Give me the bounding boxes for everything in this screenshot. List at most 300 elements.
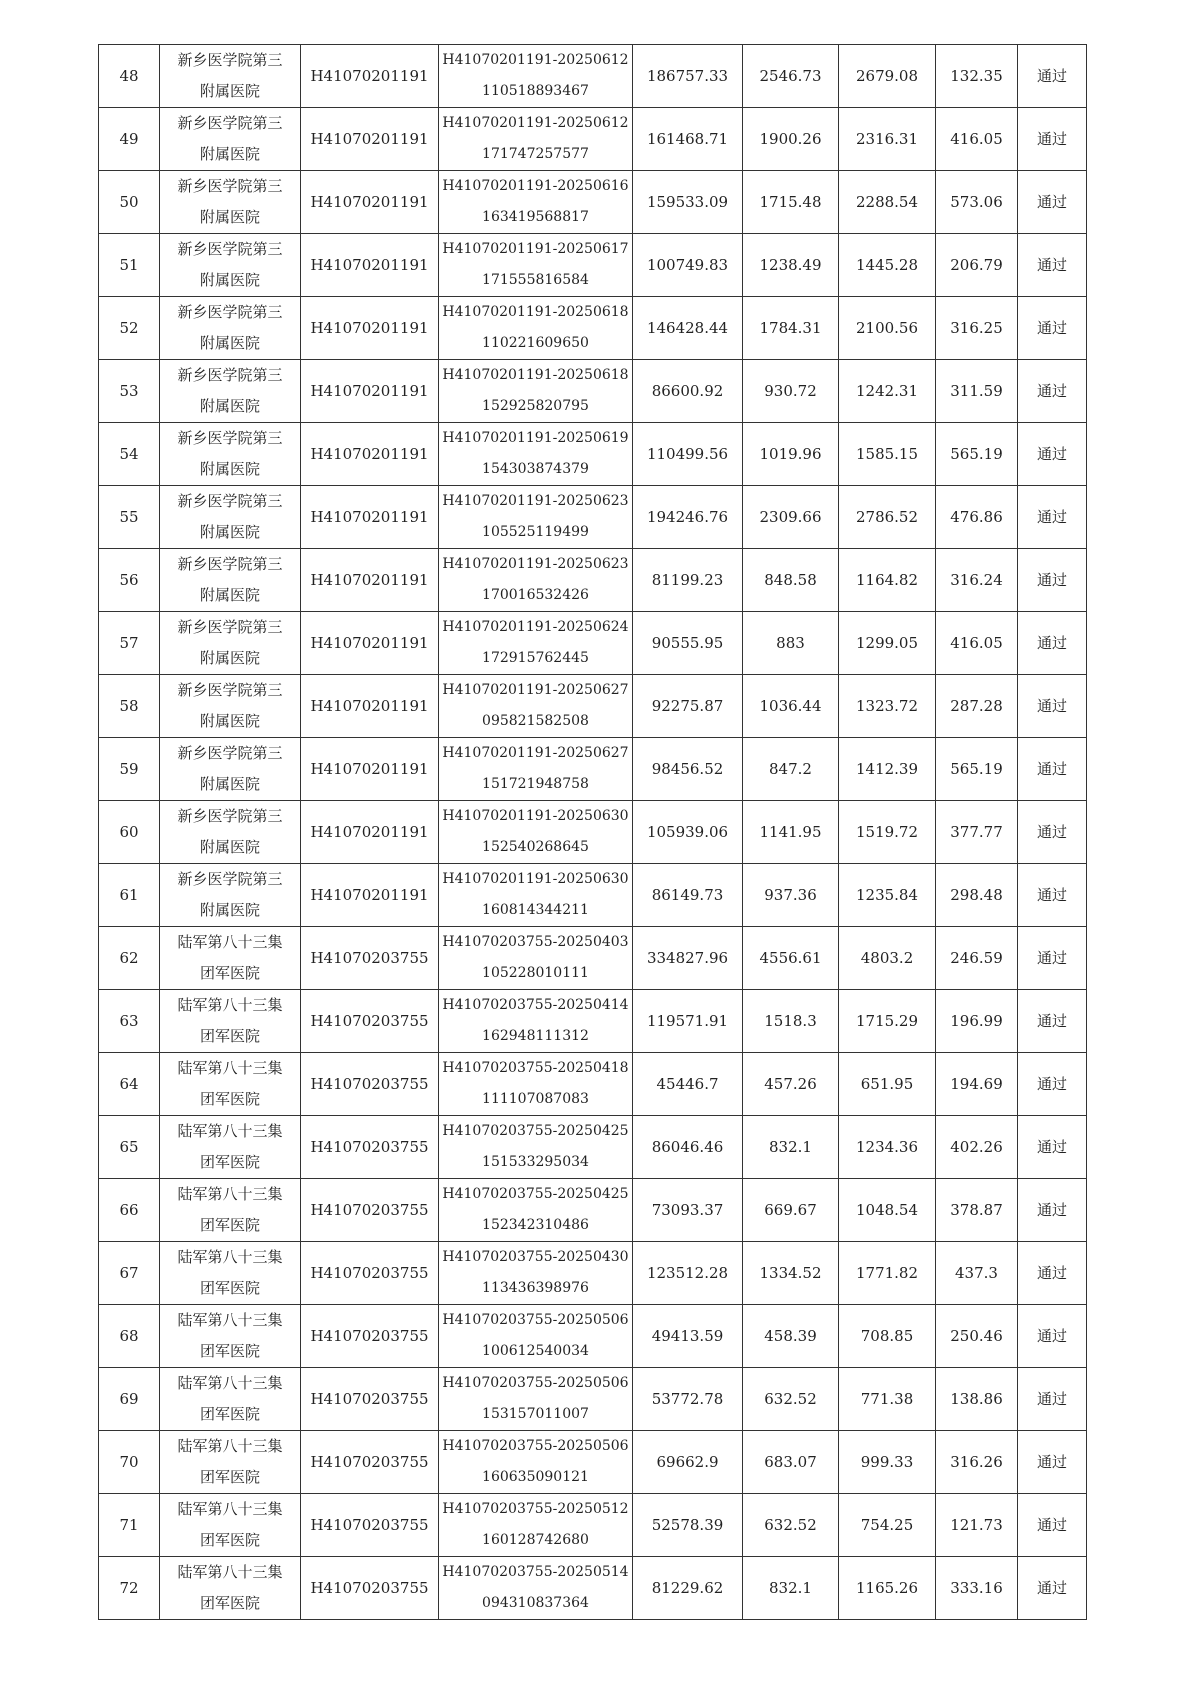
total-amount-cell: 186757.33 [633, 45, 743, 108]
record-id-cell-line: H41070201191-20250630 [442, 808, 629, 824]
amount-a-cell: 457.26 [743, 1053, 839, 1116]
row-number-cell: 70 [99, 1431, 160, 1494]
amount-a-cell: 2546.73 [743, 45, 839, 108]
institution-name-cell [160, 108, 301, 171]
institution-name-cell-line: 团军医院 [199, 1153, 260, 1171]
record-id-cell [439, 234, 633, 297]
institution-code-cell: H41070203755 [301, 1305, 439, 1368]
record-id-cell-line: 172915762445 [482, 650, 589, 666]
result-cell: 通过 [1018, 738, 1087, 801]
institution-name-cell-line: 陆军第八十三集 [177, 1500, 283, 1518]
amount-a-cell: 1036.44 [743, 675, 839, 738]
row-number-cell: 72 [99, 1557, 160, 1620]
difference-cell: 298.48 [936, 864, 1018, 927]
result-cell: 通过 [1018, 171, 1087, 234]
total-amount-cell: 161468.71 [633, 108, 743, 171]
record-id-cell [439, 1557, 633, 1620]
record-id-cell [439, 1116, 633, 1179]
institution-name-cell-line: 陆军第八十三集 [177, 1059, 283, 1077]
institution-name-cell-line: 新乡医学院第三 [177, 807, 283, 825]
amount-b-cell: 1235.84 [839, 864, 936, 927]
total-amount-cell: 86149.73 [633, 864, 743, 927]
record-id-cell-line: 151533295034 [482, 1154, 589, 1170]
institution-name-cell [160, 1053, 301, 1116]
amount-a-cell: 832.1 [743, 1557, 839, 1620]
result-cell: 通过 [1018, 549, 1087, 612]
row-number-cell: 48 [99, 45, 160, 108]
result-cell: 通过 [1018, 1494, 1087, 1557]
total-amount-cell: 73093.37 [633, 1179, 743, 1242]
total-amount-cell: 49413.59 [633, 1305, 743, 1368]
total-amount-cell: 69662.9 [633, 1431, 743, 1494]
amount-a-cell: 1784.31 [743, 297, 839, 360]
result-cell: 通过 [1018, 864, 1087, 927]
result-cell: 通过 [1018, 1242, 1087, 1305]
institution-name-cell-line: 附属医院 [199, 649, 260, 667]
table-row [99, 675, 1087, 738]
table-row [99, 1368, 1087, 1431]
amount-a-cell: 1900.26 [743, 108, 839, 171]
row-number-cell: 61 [99, 864, 160, 927]
row-number-cell: 69 [99, 1368, 160, 1431]
table-row [99, 360, 1087, 423]
row-number-cell: 56 [99, 549, 160, 612]
table-body [99, 45, 1087, 1620]
amount-a-cell: 1141.95 [743, 801, 839, 864]
total-amount-cell: 194246.76 [633, 486, 743, 549]
amount-b-cell: 771.38 [839, 1368, 936, 1431]
amount-a-cell: 937.36 [743, 864, 839, 927]
institution-name-cell [160, 1557, 301, 1620]
row-number-cell: 54 [99, 423, 160, 486]
table-row [99, 612, 1087, 675]
institution-name-cell-line: 陆军第八十三集 [177, 1374, 283, 1392]
result-cell: 通过 [1018, 927, 1087, 990]
institution-name-cell-line: 团军医院 [199, 1090, 260, 1108]
institution-name-cell-line: 陆军第八十三集 [177, 1248, 283, 1266]
table-row [99, 738, 1087, 801]
difference-cell: 206.79 [936, 234, 1018, 297]
institution-name-cell-line: 新乡医学院第三 [177, 303, 283, 321]
amount-a-cell: 1238.49 [743, 234, 839, 297]
total-amount-cell: 86046.46 [633, 1116, 743, 1179]
difference-cell: 316.26 [936, 1431, 1018, 1494]
record-id-cell [439, 801, 633, 864]
record-id-cell [439, 675, 633, 738]
difference-cell: 573.06 [936, 171, 1018, 234]
amount-b-cell: 2786.52 [839, 486, 936, 549]
institution-name-cell-line: 陆军第八十三集 [177, 1437, 283, 1455]
row-number-cell: 53 [99, 360, 160, 423]
record-id-cell-line: 162948111312 [482, 1028, 589, 1044]
row-number-cell: 68 [99, 1305, 160, 1368]
result-cell: 通过 [1018, 1179, 1087, 1242]
institution-name-cell [160, 990, 301, 1053]
total-amount-cell: 98456.52 [633, 738, 743, 801]
amount-b-cell: 1164.82 [839, 549, 936, 612]
institution-name-cell [160, 360, 301, 423]
table-row [99, 297, 1087, 360]
amount-b-cell: 1234.36 [839, 1116, 936, 1179]
difference-cell: 476.86 [936, 486, 1018, 549]
record-id-cell [439, 45, 633, 108]
record-id-cell-line: H41070203755-20250430 [442, 1249, 629, 1265]
row-number-cell: 66 [99, 1179, 160, 1242]
total-amount-cell: 92275.87 [633, 675, 743, 738]
total-amount-cell: 123512.28 [633, 1242, 743, 1305]
institution-name-cell-line: 附属医院 [199, 460, 260, 478]
institution-name-cell [160, 171, 301, 234]
difference-cell: 138.86 [936, 1368, 1018, 1431]
result-cell: 通过 [1018, 1116, 1087, 1179]
institution-code-cell: H41070201191 [301, 360, 439, 423]
record-id-cell [439, 1053, 633, 1116]
institution-name-cell-line: 附属医院 [199, 901, 260, 919]
result-cell: 通过 [1018, 1557, 1087, 1620]
record-id-cell-line: 111107087083 [482, 1091, 589, 1107]
difference-cell: 378.87 [936, 1179, 1018, 1242]
result-cell: 通过 [1018, 486, 1087, 549]
amount-b-cell: 1048.54 [839, 1179, 936, 1242]
record-id-cell-line: H41070201191-20250627 [442, 745, 629, 761]
record-id-cell-line: H41070203755-20250506 [442, 1438, 629, 1454]
record-id-cell [439, 927, 633, 990]
total-amount-cell: 81199.23 [633, 549, 743, 612]
amount-a-cell: 883 [743, 612, 839, 675]
institution-name-cell [160, 1431, 301, 1494]
record-id-cell-line: H41070201191-20250623 [442, 556, 629, 572]
institution-code-cell: H41070203755 [301, 927, 439, 990]
record-id-cell-line: H41070201191-20250623 [442, 493, 629, 509]
institution-name-cell-line: 新乡医学院第三 [177, 429, 283, 447]
table-row [99, 1305, 1087, 1368]
institution-code-cell: H41070201191 [301, 486, 439, 549]
record-id-cell [439, 1305, 633, 1368]
record-id-cell [439, 612, 633, 675]
record-id-cell [439, 1431, 633, 1494]
institution-code-cell: H41070203755 [301, 990, 439, 1053]
difference-cell: 437.3 [936, 1242, 1018, 1305]
institution-name-cell-line: 附属医院 [199, 334, 260, 352]
table-row [99, 1431, 1087, 1494]
result-cell: 通过 [1018, 1305, 1087, 1368]
institution-name-cell-line: 附属医院 [199, 208, 260, 226]
record-id-cell [439, 486, 633, 549]
institution-code-cell: H41070201191 [301, 801, 439, 864]
institution-name-cell-line: 新乡医学院第三 [177, 618, 283, 636]
amount-b-cell: 4803.2 [839, 927, 936, 990]
institution-code-cell: H41070201191 [301, 738, 439, 801]
amount-b-cell: 1165.26 [839, 1557, 936, 1620]
institution-code-cell: H41070203755 [301, 1494, 439, 1557]
record-id-cell-line: H41070203755-20250403 [442, 934, 629, 950]
institution-code-cell: H41070201191 [301, 549, 439, 612]
institution-code-cell: H41070203755 [301, 1431, 439, 1494]
difference-cell: 316.24 [936, 549, 1018, 612]
record-id-cell-line: 170016532426 [482, 587, 589, 603]
record-id-cell-line: H41070203755-20250425 [442, 1186, 629, 1202]
institution-code-cell: H41070201191 [301, 297, 439, 360]
record-id-cell-line: 100612540034 [482, 1343, 589, 1359]
record-id-cell-line: 171555816584 [482, 272, 589, 288]
institution-name-cell [160, 1494, 301, 1557]
record-id-cell-line: 105525119499 [482, 524, 589, 540]
difference-cell: 565.19 [936, 738, 1018, 801]
difference-cell: 316.25 [936, 297, 1018, 360]
total-amount-cell: 100749.83 [633, 234, 743, 297]
result-cell: 通过 [1018, 1431, 1087, 1494]
institution-code-cell: H41070203755 [301, 1557, 439, 1620]
row-number-cell: 62 [99, 927, 160, 990]
result-cell: 通过 [1018, 1053, 1087, 1116]
institution-name-cell-line: 附属医院 [199, 838, 260, 856]
institution-name-cell [160, 1305, 301, 1368]
table-row [99, 234, 1087, 297]
amount-b-cell: 2288.54 [839, 171, 936, 234]
institution-name-cell-line: 新乡医学院第三 [177, 744, 283, 762]
institution-name-cell-line: 陆军第八十三集 [177, 1185, 283, 1203]
institution-name-cell [160, 1368, 301, 1431]
result-cell: 通过 [1018, 612, 1087, 675]
institution-name-cell-line: 陆军第八十三集 [177, 1563, 283, 1581]
total-amount-cell: 110499.56 [633, 423, 743, 486]
record-id-cell-line: H41070203755-20250414 [442, 997, 629, 1013]
record-id-cell-line: H41070201191-20250612 [442, 52, 629, 68]
institution-name-cell-line: 陆军第八十三集 [177, 996, 283, 1014]
amount-b-cell: 1771.82 [839, 1242, 936, 1305]
institution-name-cell-line: 团军医院 [199, 964, 260, 982]
result-cell: 通过 [1018, 423, 1087, 486]
institution-name-cell-line: 新乡医学院第三 [177, 555, 283, 573]
total-amount-cell: 53772.78 [633, 1368, 743, 1431]
record-id-cell-line: H41070203755-20250512 [442, 1501, 629, 1517]
record-id-cell-line: H41070203755-20250425 [442, 1123, 629, 1139]
amount-a-cell: 848.58 [743, 549, 839, 612]
record-id-cell [439, 990, 633, 1053]
record-id-cell-line: 152342310486 [482, 1217, 589, 1233]
amount-a-cell: 1019.96 [743, 423, 839, 486]
result-cell: 通过 [1018, 234, 1087, 297]
institution-name-cell-line: 新乡医学院第三 [177, 492, 283, 510]
amount-b-cell: 1323.72 [839, 675, 936, 738]
total-amount-cell: 334827.96 [633, 927, 743, 990]
institution-name-cell [160, 423, 301, 486]
table-row [99, 927, 1087, 990]
table-row [99, 1179, 1087, 1242]
table-row [99, 45, 1087, 108]
institution-name-cell-line: 附属医院 [199, 775, 260, 793]
result-cell: 通过 [1018, 297, 1087, 360]
table-row [99, 549, 1087, 612]
record-id-cell [439, 108, 633, 171]
institution-name-cell-line: 陆军第八十三集 [177, 1311, 283, 1329]
institution-code-cell: H41070201191 [301, 171, 439, 234]
record-id-cell [439, 1242, 633, 1305]
institution-name-cell [160, 549, 301, 612]
institution-name-cell [160, 801, 301, 864]
institution-name-cell [160, 864, 301, 927]
institution-name-cell-line: 新乡医学院第三 [177, 681, 283, 699]
institution-code-cell: H41070203755 [301, 1179, 439, 1242]
data-table [98, 44, 1087, 1620]
record-id-cell-line: 094310837364 [482, 1595, 589, 1611]
amount-b-cell: 708.85 [839, 1305, 936, 1368]
record-id-cell-line: H41070201191-20250619 [442, 430, 629, 446]
institution-name-cell-line: 团军医院 [199, 1468, 260, 1486]
record-id-cell-line: H41070201191-20250616 [442, 178, 629, 194]
institution-name-cell-line: 团军医院 [199, 1594, 260, 1612]
total-amount-cell: 105939.06 [633, 801, 743, 864]
institution-name-cell-line: 新乡医学院第三 [177, 870, 283, 888]
institution-name-cell [160, 45, 301, 108]
institution-name-cell-line: 新乡医学院第三 [177, 366, 283, 384]
difference-cell: 416.05 [936, 108, 1018, 171]
institution-name-cell [160, 675, 301, 738]
table-row [99, 1557, 1087, 1620]
row-number-cell: 51 [99, 234, 160, 297]
amount-a-cell: 1334.52 [743, 1242, 839, 1305]
record-id-cell [439, 360, 633, 423]
institution-code-cell: H41070201191 [301, 108, 439, 171]
institution-name-cell [160, 1242, 301, 1305]
record-id-cell-line: 152540268645 [482, 839, 589, 855]
row-number-cell: 63 [99, 990, 160, 1053]
institution-name-cell-line: 团军医院 [199, 1216, 260, 1234]
row-number-cell: 55 [99, 486, 160, 549]
record-id-cell-line: 160635090121 [482, 1469, 589, 1485]
total-amount-cell: 81229.62 [633, 1557, 743, 1620]
institution-name-cell-line: 附属医院 [199, 145, 260, 163]
difference-cell: 250.46 [936, 1305, 1018, 1368]
record-id-cell-line: 110221609650 [482, 335, 589, 351]
record-id-cell-line: H41070201191-20250617 [442, 241, 629, 257]
row-number-cell: 65 [99, 1116, 160, 1179]
amount-a-cell: 1518.3 [743, 990, 839, 1053]
total-amount-cell: 52578.39 [633, 1494, 743, 1557]
total-amount-cell: 45446.7 [633, 1053, 743, 1116]
table-row [99, 1242, 1087, 1305]
institution-name-cell-line: 附属医院 [199, 397, 260, 415]
record-id-cell-line: H41070201191-20250624 [442, 619, 629, 635]
amount-b-cell: 999.33 [839, 1431, 936, 1494]
table-row [99, 1053, 1087, 1116]
record-id-cell-line: 105228010111 [482, 965, 589, 981]
institution-name-cell-line: 新乡医学院第三 [177, 177, 283, 195]
institution-name-cell-line: 团军医院 [199, 1279, 260, 1297]
record-id-cell [439, 1368, 633, 1431]
institution-name-cell [160, 1116, 301, 1179]
amount-a-cell: 847.2 [743, 738, 839, 801]
record-id-cell-line: H41070203755-20250506 [442, 1312, 629, 1328]
amount-a-cell: 632.52 [743, 1368, 839, 1431]
result-cell: 通过 [1018, 990, 1087, 1053]
record-id-cell [439, 549, 633, 612]
amount-b-cell: 1585.15 [839, 423, 936, 486]
table-row [99, 108, 1087, 171]
record-id-cell [439, 1179, 633, 1242]
record-id-cell-line: H41070201191-20250618 [442, 304, 629, 320]
difference-cell: 402.26 [936, 1116, 1018, 1179]
institution-name-cell-line: 团军医院 [199, 1342, 260, 1360]
institution-name-cell [160, 927, 301, 990]
table-row [99, 1494, 1087, 1557]
record-id-cell-line: 171747257577 [482, 146, 589, 162]
institution-name-cell-line: 附属医院 [199, 523, 260, 541]
record-id-cell-line: 163419568817 [482, 209, 589, 225]
institution-name-cell-line: 陆军第八十三集 [177, 1122, 283, 1140]
table-row [99, 801, 1087, 864]
amount-a-cell: 4556.61 [743, 927, 839, 990]
institution-code-cell: H41070203755 [301, 1242, 439, 1305]
amount-a-cell: 2309.66 [743, 486, 839, 549]
amount-a-cell: 458.39 [743, 1305, 839, 1368]
institution-code-cell: H41070203755 [301, 1053, 439, 1116]
amount-b-cell: 1242.31 [839, 360, 936, 423]
record-id-cell-line: 153157011007 [482, 1406, 589, 1422]
record-id-cell-line: H41070203755-20250506 [442, 1375, 629, 1391]
record-id-cell [439, 297, 633, 360]
result-cell: 通过 [1018, 675, 1087, 738]
difference-cell: 416.05 [936, 612, 1018, 675]
record-id-cell-line: H41070201191-20250630 [442, 871, 629, 887]
record-id-cell-line: 113436398976 [482, 1280, 589, 1296]
table-row [99, 990, 1087, 1053]
institution-code-cell: H41070201191 [301, 864, 439, 927]
row-number-cell: 71 [99, 1494, 160, 1557]
table-row [99, 171, 1087, 234]
record-id-cell [439, 423, 633, 486]
total-amount-cell: 90555.95 [633, 612, 743, 675]
table-row [99, 486, 1087, 549]
difference-cell: 246.59 [936, 927, 1018, 990]
institution-code-cell: H41070203755 [301, 1368, 439, 1431]
institution-code-cell: H41070201191 [301, 45, 439, 108]
amount-b-cell: 1412.39 [839, 738, 936, 801]
record-id-cell-line: H41070201191-20250618 [442, 367, 629, 383]
difference-cell: 121.73 [936, 1494, 1018, 1557]
total-amount-cell: 159533.09 [633, 171, 743, 234]
difference-cell: 333.16 [936, 1557, 1018, 1620]
total-amount-cell: 119571.91 [633, 990, 743, 1053]
amount-b-cell: 754.25 [839, 1494, 936, 1557]
institution-name-cell-line: 团军医院 [199, 1027, 260, 1045]
record-id-cell-line: H41070201191-20250627 [442, 682, 629, 698]
row-number-cell: 59 [99, 738, 160, 801]
table-row [99, 423, 1087, 486]
institution-name-cell [160, 234, 301, 297]
row-number-cell: 50 [99, 171, 160, 234]
institution-name-cell-line: 新乡医学院第三 [177, 114, 283, 132]
institution-name-cell [160, 486, 301, 549]
row-number-cell: 57 [99, 612, 160, 675]
amount-b-cell: 1445.28 [839, 234, 936, 297]
row-number-cell: 67 [99, 1242, 160, 1305]
amount-b-cell: 1715.29 [839, 990, 936, 1053]
amount-b-cell: 1519.72 [839, 801, 936, 864]
amount-a-cell: 1715.48 [743, 171, 839, 234]
amount-a-cell: 683.07 [743, 1431, 839, 1494]
record-id-cell [439, 738, 633, 801]
result-cell: 通过 [1018, 801, 1087, 864]
amount-b-cell: 651.95 [839, 1053, 936, 1116]
record-id-cell-line: H41070203755-20250514 [442, 1564, 629, 1580]
difference-cell: 132.35 [936, 45, 1018, 108]
result-cell: 通过 [1018, 108, 1087, 171]
institution-name-cell-line: 团军医院 [199, 1405, 260, 1423]
record-id-cell-line: 110518893467 [482, 83, 589, 99]
total-amount-cell: 86600.92 [633, 360, 743, 423]
institution-name-cell [160, 738, 301, 801]
